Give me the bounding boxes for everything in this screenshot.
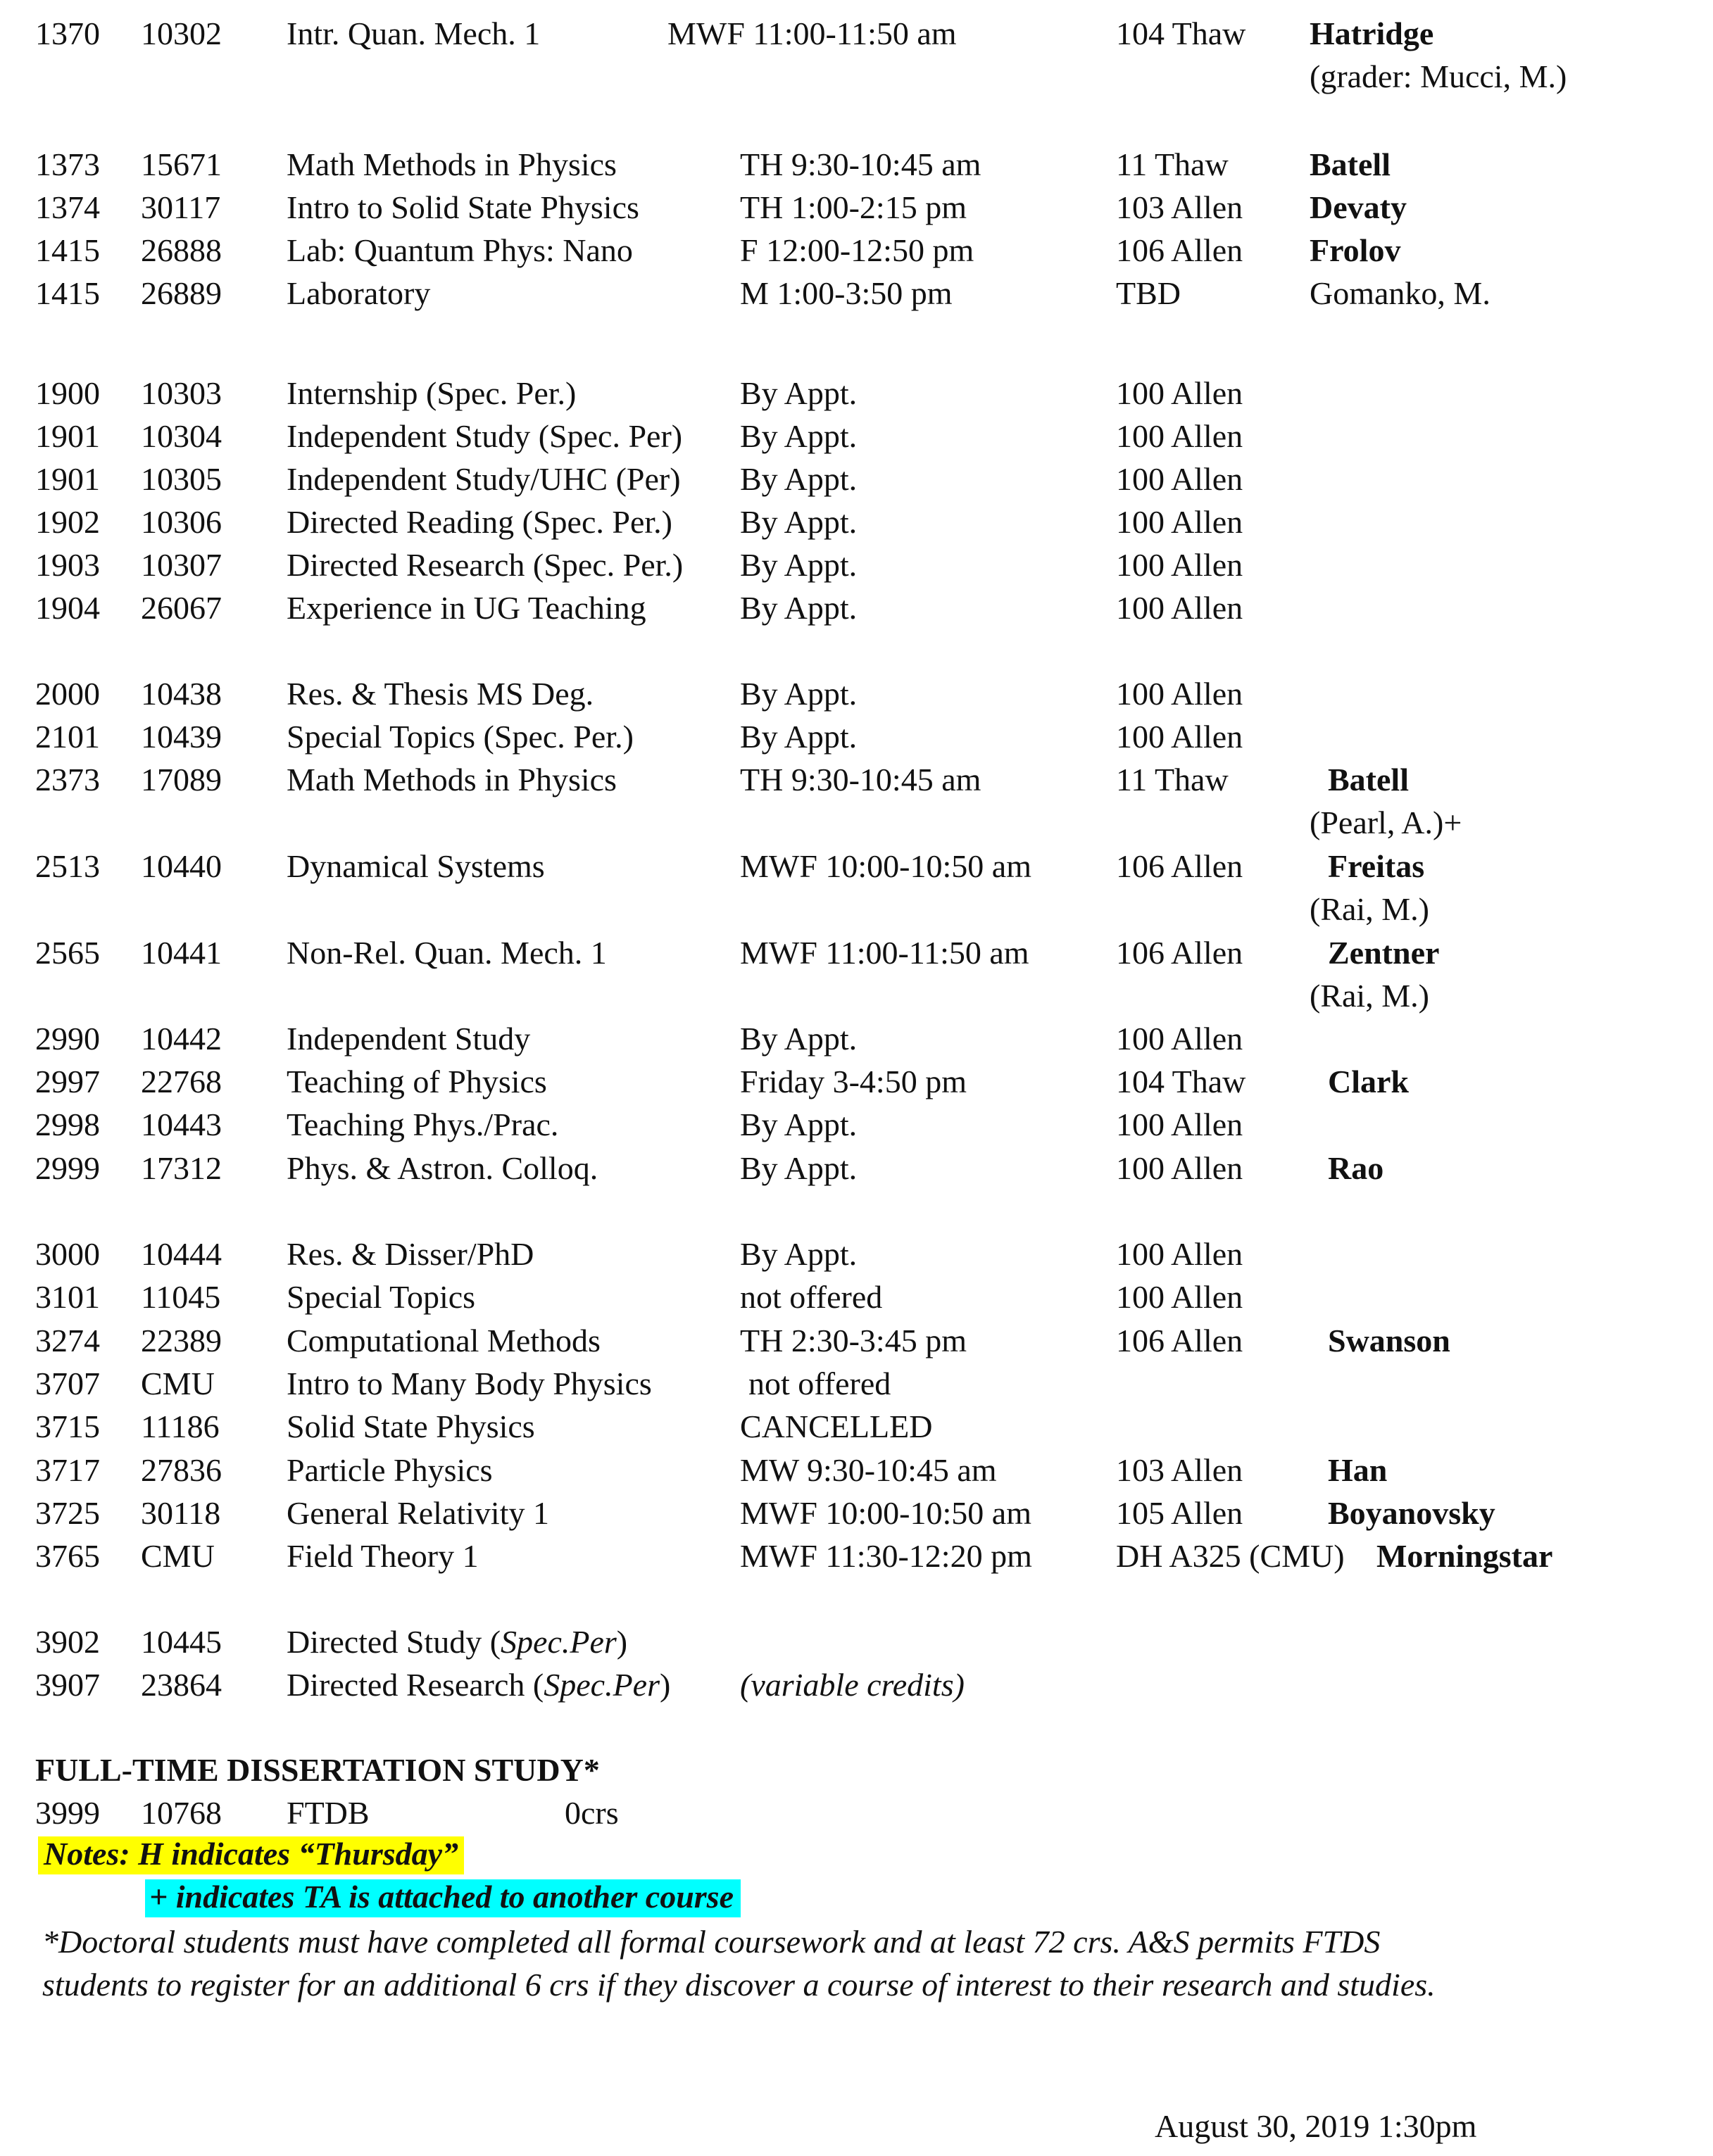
title-text: Directed Research ( — [287, 1667, 544, 1703]
course-title: Laboratory — [287, 275, 431, 311]
class-number: 10445 — [141, 1624, 222, 1660]
class-number: 17089 — [141, 762, 222, 798]
class-number: CMU — [141, 1366, 215, 1401]
course-number: 1415 — [35, 232, 100, 268]
class-number: 10442 — [141, 1021, 222, 1057]
course-number: 2373 — [35, 762, 100, 798]
course-number: 1903 — [35, 547, 100, 583]
course-number: 1373 — [35, 146, 100, 182]
class-number: 10307 — [141, 547, 222, 583]
course-title: Directed Research (Spec. Per.) — [287, 547, 684, 583]
course-room: 105 Allen — [1116, 1495, 1243, 1531]
course-number: 1904 — [35, 590, 100, 626]
course-instructor: Swanson — [1328, 1323, 1450, 1358]
course-room: 100 Allen — [1116, 418, 1243, 454]
course-title: Intr. Quan. Mech. 1 — [287, 15, 541, 51]
course-room: 100 Allen — [1116, 1236, 1243, 1272]
class-number: 17312 — [141, 1150, 222, 1186]
course-time: By Appt. — [740, 1236, 858, 1272]
course-time: not offered — [740, 1279, 883, 1315]
course-title: Computational Methods — [287, 1323, 601, 1358]
course-number: 3999 — [35, 1795, 100, 1831]
course-number: 3715 — [35, 1408, 100, 1444]
course-room: 100 Allen — [1116, 375, 1243, 411]
course-time: CANCELLED — [740, 1408, 933, 1444]
course-number: 3000 — [35, 1236, 100, 1272]
course-time: By Appt. — [740, 461, 858, 497]
course-time: not offered — [748, 1366, 891, 1401]
course-instructor: Clark — [1328, 1064, 1409, 1099]
class-number: 11045 — [141, 1279, 221, 1315]
course-time: M 1:00-3:50 pm — [740, 275, 953, 311]
course-ta: (Pearl, A.)+ — [1310, 805, 1462, 840]
course-title: Independent Study (Spec. Per) — [287, 418, 683, 454]
course-title: Lab: Quantum Phys: Nano — [287, 232, 633, 268]
course-time: By Appt. — [740, 590, 858, 626]
course-number: 2990 — [35, 1021, 100, 1057]
course-time: By Appt. — [740, 418, 858, 454]
course-title: Experience in UG Teaching — [287, 590, 646, 626]
course-instructor: Hatridge — [1310, 15, 1434, 51]
course-time: TH 9:30-10:45 am — [740, 146, 981, 182]
course-number: 2513 — [35, 848, 100, 884]
course-title: Res. & Thesis MS Deg. — [287, 676, 594, 712]
course-time: By Appt. — [740, 547, 858, 583]
course-time: By Appt. — [740, 719, 858, 755]
course-title: Teaching of Physics — [287, 1064, 547, 1099]
course-room: 100 Allen — [1116, 1107, 1243, 1142]
course-instructor: Han — [1328, 1452, 1388, 1488]
course-title: Special Topics — [287, 1279, 476, 1315]
course-number: 2000 — [35, 676, 100, 712]
course-room: 11 Thaw — [1116, 762, 1229, 798]
course-number: 1370 — [35, 15, 100, 51]
course-number: 1374 — [35, 189, 100, 225]
course-time: By Appt. — [740, 1021, 858, 1057]
course-room: 106 Allen — [1116, 232, 1243, 268]
course-instructor: Boyanovsky — [1328, 1495, 1495, 1531]
course-number: 2997 — [35, 1064, 100, 1099]
course-room: TBD — [1116, 275, 1181, 311]
course-room: 100 Allen — [1116, 504, 1243, 540]
class-number: 10305 — [141, 461, 222, 497]
variable-credits: (variable credits) — [740, 1667, 965, 1703]
course-number: 3717 — [35, 1452, 100, 1488]
title-close: ) — [660, 1667, 671, 1703]
class-number: 30118 — [141, 1495, 221, 1531]
class-number: 26067 — [141, 590, 222, 626]
course-number: 2101 — [35, 719, 100, 755]
course-room: 106 Allen — [1116, 1323, 1243, 1358]
class-number: 15671 — [141, 146, 222, 182]
footnote-line-2: students to register for an additional 6 crs if they discover a course of interest to their research and studies. — [42, 1967, 1436, 2003]
course-instructor: Zentner — [1328, 935, 1440, 971]
course-room: 104 Thaw — [1116, 1064, 1246, 1099]
course-title: Field Theory 1 — [287, 1538, 479, 1574]
course-time: By Appt. — [740, 504, 858, 540]
class-number: 11186 — [141, 1408, 220, 1444]
course-number: 1901 — [35, 461, 100, 497]
course-instructor: Gomanko, M. — [1310, 275, 1491, 311]
course-time: By Appt. — [740, 375, 858, 411]
course-title: Solid State Physics — [287, 1408, 535, 1444]
notes-thursday: Notes: H indicates “Thursday” — [38, 1836, 464, 1874]
ftds-heading: FULL-TIME DISSERTATION STUDY* — [35, 1752, 600, 1788]
class-number: 10440 — [141, 848, 222, 884]
class-number: 10439 — [141, 719, 222, 755]
class-number: 27836 — [141, 1452, 222, 1488]
course-room: 100 Allen — [1116, 547, 1243, 583]
course-instructor: Morningstar — [1376, 1538, 1553, 1574]
course-ta: (Rai, M.) — [1310, 978, 1429, 1014]
course-title: Dynamical Systems — [287, 848, 545, 884]
title-text: Directed Study ( — [287, 1624, 501, 1660]
class-number: 10306 — [141, 504, 222, 540]
title-italic: Spec.Per — [501, 1624, 617, 1660]
course-room: DH A325 (CMU) — [1116, 1538, 1345, 1574]
course-number: 2998 — [35, 1107, 100, 1142]
notes-ta: + indicates TA is attached to another course — [145, 1879, 741, 1917]
course-instructor: Devaty — [1310, 189, 1407, 225]
footer-date: August 30, 2019 1:30pm — [1155, 2108, 1477, 2144]
course-title: Particle Physics — [287, 1452, 493, 1488]
course-time: TH 2:30-3:45 pm — [740, 1323, 967, 1358]
course-title: Intro to Many Body Physics — [287, 1366, 652, 1401]
class-number: 10304 — [141, 418, 222, 454]
course-room: 100 Allen — [1116, 1021, 1243, 1057]
course-room: 106 Allen — [1116, 935, 1243, 971]
course-room: 100 Allen — [1116, 1279, 1243, 1315]
course-number: 1415 — [35, 275, 100, 311]
course-room: 103 Allen — [1116, 1452, 1243, 1488]
course-number: 3274 — [35, 1323, 100, 1358]
course-room: 11 Thaw — [1116, 146, 1229, 182]
class-number: CMU — [141, 1538, 215, 1574]
course-instructor: Batell — [1310, 146, 1391, 182]
footnote-line-1: *Doctoral students must have completed all formal coursework and at least 72 crs. A&S permits FTDS — [42, 1924, 1381, 1960]
course-instructor: Batell — [1328, 762, 1409, 798]
course-number: 3907 — [35, 1667, 100, 1703]
class-number: 26889 — [141, 275, 222, 311]
course-title: Independent Study — [287, 1021, 531, 1057]
class-number: 26888 — [141, 232, 222, 268]
course-room: 103 Allen — [1116, 189, 1243, 225]
class-number: 22389 — [141, 1323, 222, 1358]
course-title: Internship (Spec. Per.) — [287, 375, 577, 411]
course-time: TH 1:00-2:15 pm — [740, 189, 967, 225]
course-room: 104 Thaw — [1116, 15, 1246, 51]
course-room: 100 Allen — [1116, 1150, 1243, 1186]
course-title: Math Methods in Physics — [287, 762, 617, 798]
course-title: Res. & Disser/PhD — [287, 1236, 534, 1272]
course-time: F 12:00-12:50 pm — [740, 232, 974, 268]
class-number: 10303 — [141, 375, 222, 411]
class-number: 30117 — [141, 189, 221, 225]
course-time: Friday 3-4:50 pm — [740, 1064, 967, 1099]
class-number: 23864 — [141, 1667, 222, 1703]
course-room: 100 Allen — [1116, 676, 1243, 712]
course-number: 3707 — [35, 1366, 100, 1401]
class-number: 10768 — [141, 1795, 222, 1831]
class-number: 10443 — [141, 1107, 222, 1142]
course-title: Teaching Phys./Prac. — [287, 1107, 559, 1142]
course-title: Intro to Solid State Physics — [287, 189, 639, 225]
course-time: MWF 11:30-12:20 pm — [740, 1538, 1032, 1574]
course-number: 2999 — [35, 1150, 100, 1186]
course-title — [287, 1669, 670, 1701]
course-title: Math Methods in Physics — [287, 146, 617, 182]
course-instructor: Rao — [1328, 1150, 1384, 1186]
class-number: 22768 — [141, 1064, 222, 1099]
course-title: Phys. & Astron. Colloq. — [287, 1150, 598, 1186]
course-title: Independent Study/UHC (Per) — [287, 461, 681, 497]
course-room: 100 Allen — [1116, 461, 1243, 497]
ftds-credits: 0crs — [565, 1795, 619, 1831]
course-title: Non-Rel. Quan. Mech. 1 — [287, 935, 607, 971]
course-title: General Relativity 1 — [287, 1495, 549, 1531]
course-number: 3902 — [35, 1624, 100, 1660]
course-time: By Appt. — [740, 1107, 858, 1142]
course-title: FTDB — [287, 1795, 370, 1831]
course-number: 3725 — [35, 1495, 100, 1531]
course-number: 3101 — [35, 1279, 100, 1315]
course-instructor: Frolov — [1310, 232, 1401, 268]
course-title: Special Topics (Spec. Per.) — [287, 719, 634, 755]
class-number: 10438 — [141, 676, 222, 712]
course-time: By Appt. — [740, 1150, 858, 1186]
course-time: MWF 11:00-11:50 am — [740, 935, 1029, 971]
course-number: 1902 — [35, 504, 100, 540]
title-close: ) — [616, 1624, 628, 1660]
course-number: 1901 — [35, 418, 100, 454]
course-ta: (Rai, M.) — [1310, 891, 1429, 927]
course-title — [287, 1626, 627, 1658]
course-title: Directed Reading (Spec. Per.) — [287, 504, 672, 540]
course-time: MWF 10:00-10:50 am — [740, 1495, 1031, 1531]
course-grader: (grader: Mucci, M.) — [1310, 58, 1567, 94]
title-italic: Spec.Per — [544, 1667, 660, 1703]
class-number: 10302 — [141, 15, 222, 51]
course-time: MW 9:30-10:45 am — [740, 1452, 997, 1488]
course-time: MWF 11:00-11:50 am — [667, 15, 957, 51]
course-time: TH 9:30-10:45 am — [740, 762, 981, 798]
course-room: 106 Allen — [1116, 848, 1243, 884]
course-number: 3765 — [35, 1538, 100, 1574]
course-time: MWF 10:00-10:50 am — [740, 848, 1031, 884]
course-number: 1900 — [35, 375, 100, 411]
course-instructor: Freitas — [1328, 848, 1425, 884]
course-time: By Appt. — [740, 676, 858, 712]
class-number: 10441 — [141, 935, 222, 971]
course-room: 100 Allen — [1116, 719, 1243, 755]
course-room: 100 Allen — [1116, 590, 1243, 626]
course-number: 2565 — [35, 935, 100, 971]
class-number: 10444 — [141, 1236, 222, 1272]
